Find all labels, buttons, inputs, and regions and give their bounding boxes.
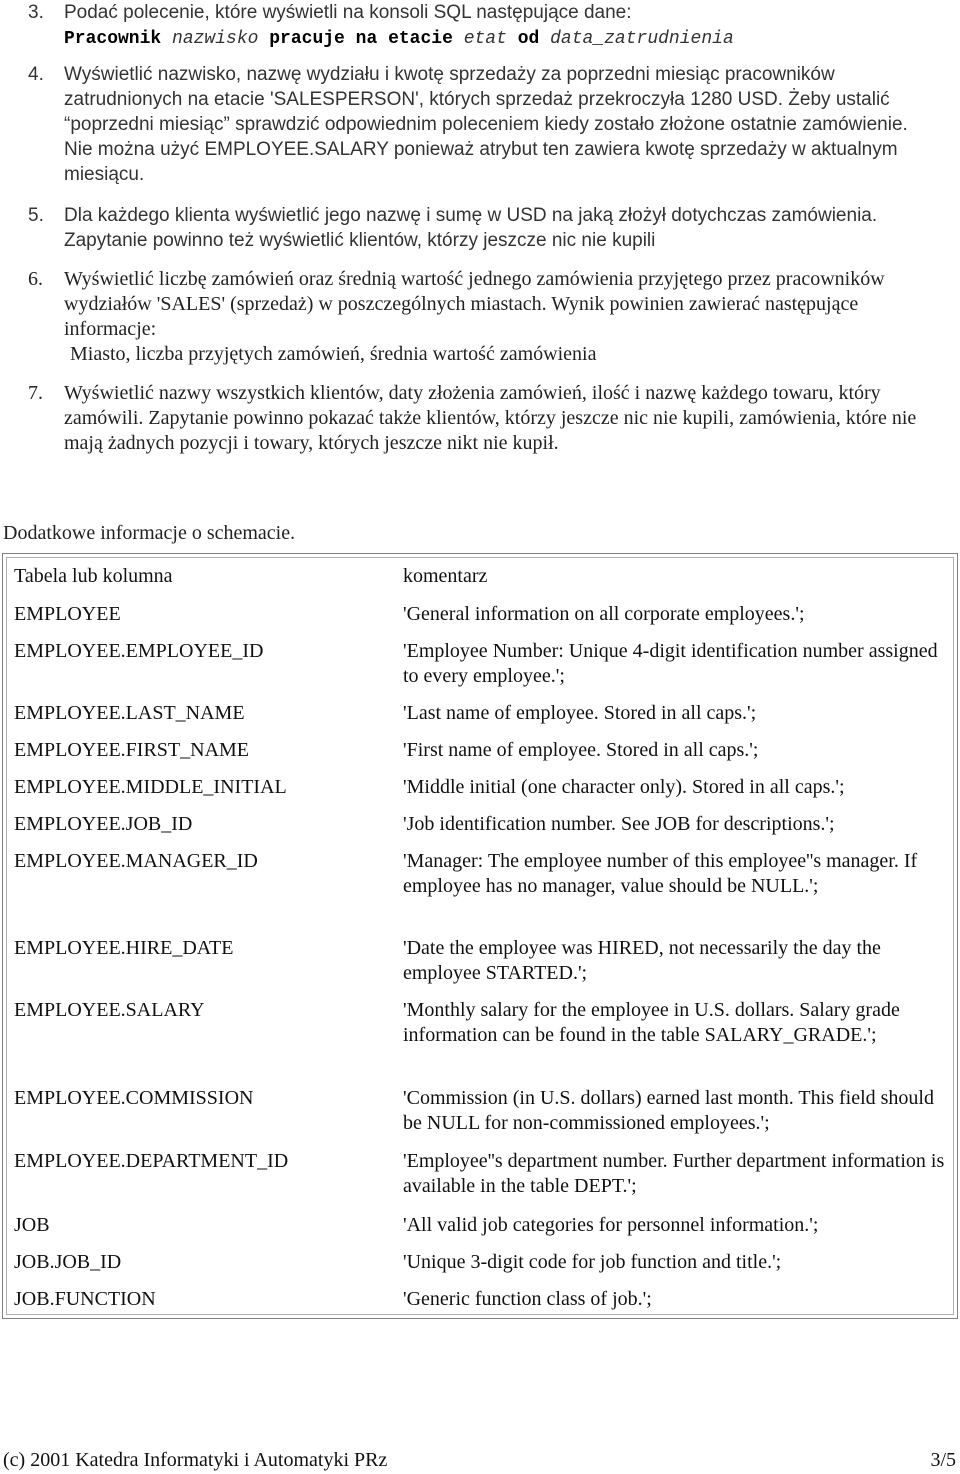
table-cell-comment: 'General information on all corporate employees.'; <box>403 603 805 625</box>
footer-divider <box>0 1442 960 1443</box>
table-cell-name: JOB.JOB_ID <box>14 1251 122 1273</box>
table-cell-comment: 'Manager: The employee number of this employee''s manager. If employee has no manager, value should be NULL.'; <box>403 850 918 897</box>
table-cell-name: EMPLOYEE.SALARY <box>14 999 205 1021</box>
code-token: Pracownik <box>64 29 162 49</box>
task-3-intro: Podać polecenie, które wyświetli na konsoli SQL następujące dane: <box>64 2 632 23</box>
column-header-name: Tabela lub kolumna <box>14 565 173 587</box>
task-number: 4. <box>28 64 44 85</box>
task-6-required-fields: Miasto, liczba przyjętych zamówień, średnia wartość zamówienia <box>70 343 597 365</box>
table-cell-comment: 'Unique 3-digit code for job function and title.'; <box>403 1251 782 1273</box>
task-6-text: Wyświetlić liczbę zamówień oraz średnią wartość jednego zamówienia przyjętego przez pracowników wydziałów 'SALES' (sprzedaż) w poszczególnych miastach. Wynik powinien zawierać następujące informacje: <box>64 268 885 340</box>
page-footer-copyright: (c) 2001 Katedra Informatyki i Automatyki PRz <box>3 1449 388 1471</box>
table-cell-name: EMPLOYEE.MANAGER_ID <box>14 850 258 872</box>
table-cell-name: EMPLOYEE.COMMISSION <box>14 1087 254 1109</box>
table-cell-name: JOB <box>14 1214 50 1236</box>
task-number: 5. <box>28 205 44 226</box>
schema-section-title: Dodatkowe informacje o schemacie. <box>3 522 296 544</box>
table-cell-comment: 'Employee''s department number. Further department information is available in the table DEPT.'; <box>403 1150 945 1197</box>
table-cell-comment: 'All valid job categories for personnel information.'; <box>403 1214 819 1236</box>
code-token: etat <box>452 29 518 49</box>
table-cell-comment: 'Middle initial (one character only). Stored in all caps.'; <box>403 776 845 798</box>
table-cell-name: EMPLOYEE.DEPARTMENT_ID <box>14 1150 289 1172</box>
code-token: data_zatrudnienia <box>539 29 734 49</box>
table-cell-name: EMPLOYEE <box>14 603 121 625</box>
schema-table-inner <box>6 557 954 1315</box>
code-token: nazwisko <box>161 29 270 49</box>
task-number: 6. <box>28 268 43 290</box>
table-cell-comment: 'Last name of employee. Stored in all caps.'; <box>403 702 757 724</box>
task-number: 3. <box>28 2 44 23</box>
table-cell-name: EMPLOYEE.JOB_ID <box>14 813 193 835</box>
task-text <box>64 0 926 52</box>
schema-table <box>2 553 958 1319</box>
table-cell-name: EMPLOYEE.EMPLOYEE_ID <box>14 640 264 662</box>
sql-format-line <box>64 25 926 52</box>
code-token: od <box>517 29 540 49</box>
column-header-comment: komentarz <box>403 565 488 587</box>
table-cell-name: EMPLOYEE.MIDDLE_INITIAL <box>14 776 287 798</box>
table-cell-name: EMPLOYEE.HIRE_DATE <box>14 937 234 959</box>
table-cell-comment: 'Commission (in U.S. dollars) earned last month. This field should be NULL for non-commissioned employees.'; <box>403 1087 934 1134</box>
table-cell-name: EMPLOYEE.FIRST_NAME <box>14 739 250 761</box>
table-cell-name: EMPLOYEE.LAST_NAME <box>14 702 245 724</box>
table-cell-comment: 'First name of employee. Stored in all caps.'; <box>403 739 759 761</box>
table-cell-comment: 'Employee Number: Unique 4-digit identification number assigned to every employee.'; <box>403 640 938 687</box>
task-text <box>64 267 926 367</box>
task-text: Dla każdego klienta wyświetlić jego nazwę i sumę w USD na jaką złożył dotychczas zamówienia. Zapytanie powinno też wyświetlić klientów, którzy jeszcze nic nie kupili <box>64 205 878 251</box>
table-cell-name: JOB.FUNCTION <box>14 1288 156 1310</box>
page-number: 3/5 <box>930 1449 956 1471</box>
task-text: Wyświetlić nazwy wszystkich klientów, daty złożenia zamówień, ilość i nazwę każdego towaru, który zamówili. Zapytanie powinno pokazać także klientów, którzy jeszcze nic nie kupili, zamówienia, które nie mają żadnych pozycji i towary, których jeszcze nikt nie kupił. <box>64 382 917 454</box>
table-cell-comment: 'Date the employee was HIRED, not necessarily the day the employee STARTED.'; <box>403 937 881 984</box>
task-number: 7. <box>28 382 43 404</box>
table-cell-comment: 'Job identification number. See JOB for descriptions.'; <box>403 813 835 835</box>
table-cell-comment: 'Generic function class of job.'; <box>403 1288 652 1310</box>
code-token: pracuje na etacie <box>269 29 453 49</box>
table-cell-comment: 'Monthly salary for the employee in U.S. dollars. Salary grade information can be found in the table SALARY_GRADE.'; <box>403 999 900 1046</box>
task-text: Wyświetlić nazwisko, nazwę wydziału i kwotę sprzedaży za poprzedni miesiąc pracowników zatrudnionych na etacie 'SALESPERSON', których sprzedaż przekroczyła 1280 USD. Żeby ustalić “poprzedni miesiąc” sprawdzić odpowiednim poleceniem kiedy zostało złożone ostatnie zamówienie. Nie można użyć EMPLOYEE.SALARY ponieważ atrybut ten zawiera kwotę sprzedaży w aktualnym miesiącu. <box>64 64 908 185</box>
